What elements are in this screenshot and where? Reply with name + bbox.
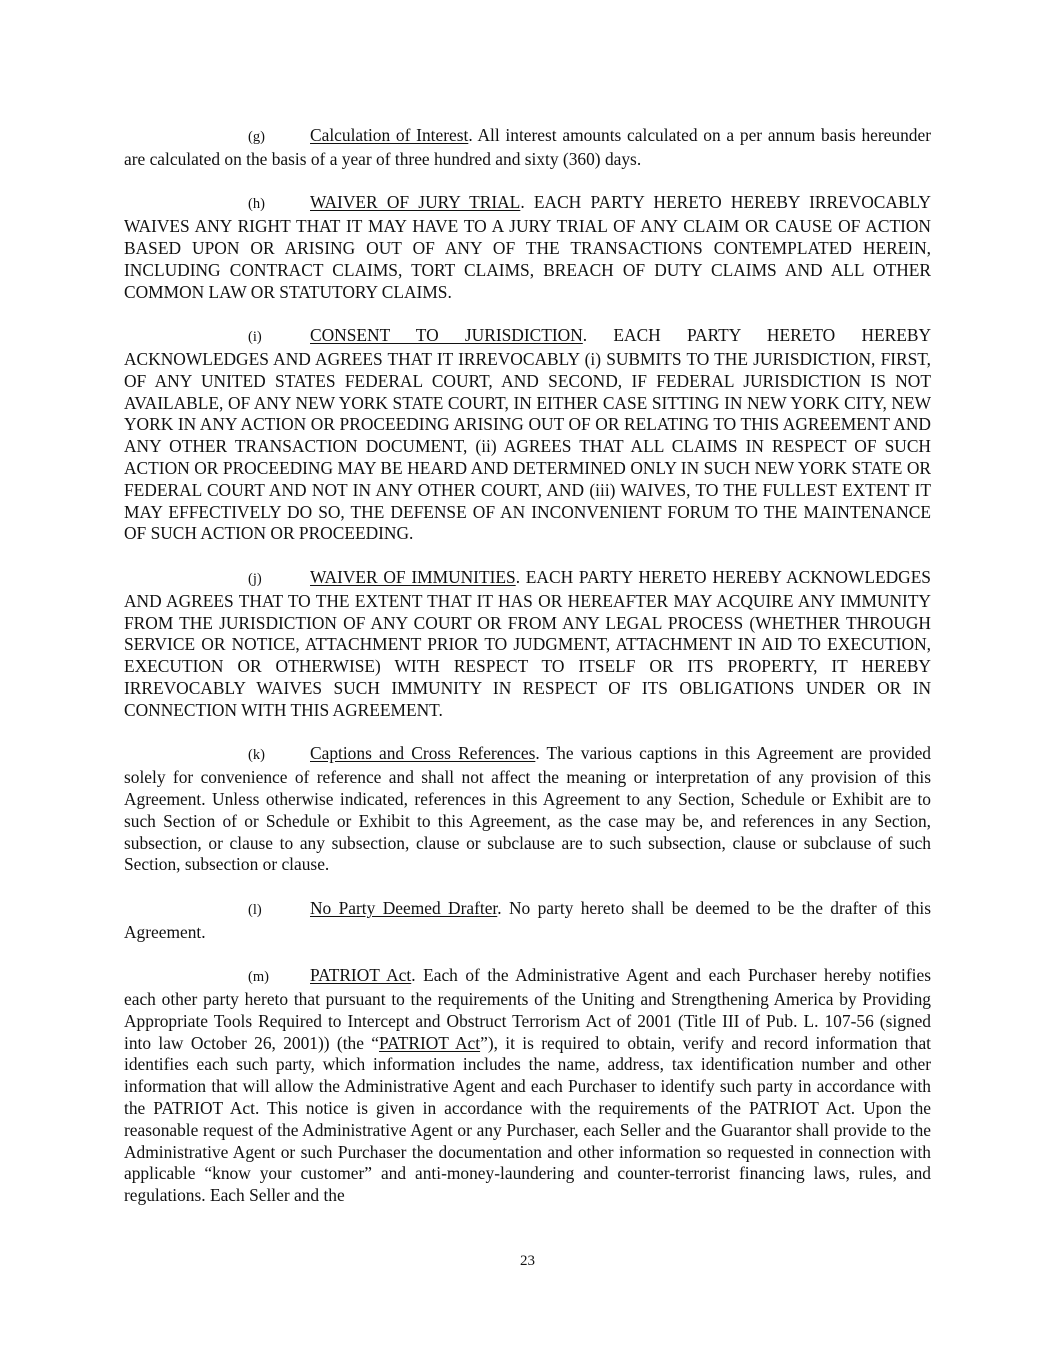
section-j [124,567,931,722]
defined-term: PATRIOT Act [379,1032,481,1053]
section-text: . No party hereto shall be deemed to be the drafter of this Agreement. [124,897,931,942]
section-label: (m) [248,969,269,986]
section-text-after: ”), it is required to obtain, verify and record information that identifies each such party, which information includes the name, address, tax identification number and other information that will allow the Administrative Agent and each Purchaser to identify such party in accordance with the PATRIOT Act. This notice is given in accordance with the requirements of the PATRIOT Act. Upon the reasonable request of the Administrative Agent or any Purchaser, each Seller and the Guarantor shall provide to the Administrative Agent or such Purchaser the documentation and other information so requested in connection with applicable “know your customer” and anti-money-laundering and counter-terrorist financing laws, rules, and regulations. Each Seller and the [124,1032,932,1206]
section-title: Calculation of Interest [310,125,469,145]
section-k [124,743,931,876]
section-text: . EACH PARTY HERETO HEREBY IRREVOCABLY WAIVES ANY RIGHT THAT IT MAY HAVE TO A JURY TRIAL OF ANY CLAIM OR CAUSE OF ACTION BASED UPON OR ARISING OUT OF ANY OF THE TRANSACTIONS CONTEMPLATED HEREIN, INCLUDING CONTRACT CLAIMS, TORT CLAIMS, BREACH OF DUTY CLAIMS AND ALL OTHER COMMON LAW OR STATUTORY CLAIMS. [124,192,931,302]
section-label: (h) [248,196,265,213]
section-text: . EACH PARTY HERETO HEREBY ACKNOWLEDGES AND AGREES THAT IT IRREVOCABLY (i) SUBMITS TO THE JURISDICTION, FIRST, OF ANY UNITED STATES FEDERAL COURT, AND SECOND, IF FEDERAL JURISDICTION IS NOT AVAILABLE, OF ANY NEW YORK STATE COURT, IN EITHER CASE SITTING IN NEW YORK CITY, NEW YORK IN ANY ACTION OR PROCEEDING ARISING OUT OF OR RELATING TO THIS AGREEMENT AND ANY OTHER TRANSACTION DOCUMENT, (ii) AGREES THAT ALL CLAIMS IN RESPECT OF SUCH ACTION OR PROCEEDING MAY BE HEARD AND DETERMINED ONLY IN SUCH NEW YORK STATE OR FEDERAL COURT AND NOT IN ANY OTHER COURT, AND (iii) WAIVES, TO THE FULLEST EXTENT IT MAY EFFECTIVELY DO SO, THE DEFENSE OF AN INCONVENIENT FORUM TO THE MAINTENANCE OF SUCH ACTION OR PROCEEDING. [124,325,932,544]
section-label: (k) [248,747,265,764]
section-title: No Party Deemed Drafter [310,897,498,918]
section-title: WAIVER OF IMMUNITIES [310,566,516,587]
section-g [124,125,931,171]
section-title: CONSENT TO JURISDICTION [310,325,583,346]
section-title: Captions and Cross References [310,743,536,764]
section-label: (g) [248,129,265,145]
section-text: . The various captions in this Agreement are provided solely for convenience of reference and shall not affect the meaning or interpretation of any provision of this Agreement. Unless otherwise indicated, references in this Agreement to any Section, Schedule or Exhibit are to such Section of or Schedule or Exhibit to this Agreement, as the case may be, and references in any Section, subsection, or clause to any subsection, clause or subclause are to such subsection, clause or subclause of such Section, subsection or clause. [124,743,931,875]
section-h [124,192,931,303]
document-page [124,125,931,1207]
page-number: 23 [520,1253,535,1269]
section-text: . All interest amounts calculated on a per annum basis hereunder are calculated on the basis of a year of three hundred and sixty (360) days. [124,125,931,169]
section-label: (l) [248,901,262,918]
section-text: . EACH PARTY HERETO HEREBY ACKNOWLEDGES AND AGREES THAT TO THE EXTENT THAT IT HAS OR HEREAFTER MAY ACQUIRE ANY IMMUNITY FROM THE JURISDICTION OF ANY COURT OR FROM ANY LEGAL PROCESS (WHETHER THROUGH SERVICE OR NOTICE, ATTACHMENT PRIOR TO JUDGMENT, ATTACHMENT IN AID TO EXECUTION, EXECUTION OR OTHERWISE) WITH RESPECT TO ITSELF OR ITS PROPERTY, IT HEREBY IRREVOCABLY WAIVES SUCH IMMUNITY IN RESPECT OF ITS OBLIGATIONS UNDER OR IN CONNECTION WITH THIS AGREEMENT. [124,566,931,720]
section-m [124,965,931,1207]
section-label: (j) [248,570,262,587]
section-title: PATRIOT Act [310,965,412,986]
section-title: WAIVER OF JURY TRIAL [310,192,521,213]
section-text-before: . Each of the Administrative Agent and each Purchaser hereby notifies each other party hereto that pursuant to the requirements of the Uniting and Strengthening America by Providing Appropriate Tools Required to Intercept and Obstruct Terrorism Act of 2001 (Title III of Pub. L. 107-56 (signed into law October 26, 2001)) (the “ [124,965,931,1053]
section-i [124,325,931,545]
section-l [124,898,931,944]
section-label: (i) [248,329,262,346]
